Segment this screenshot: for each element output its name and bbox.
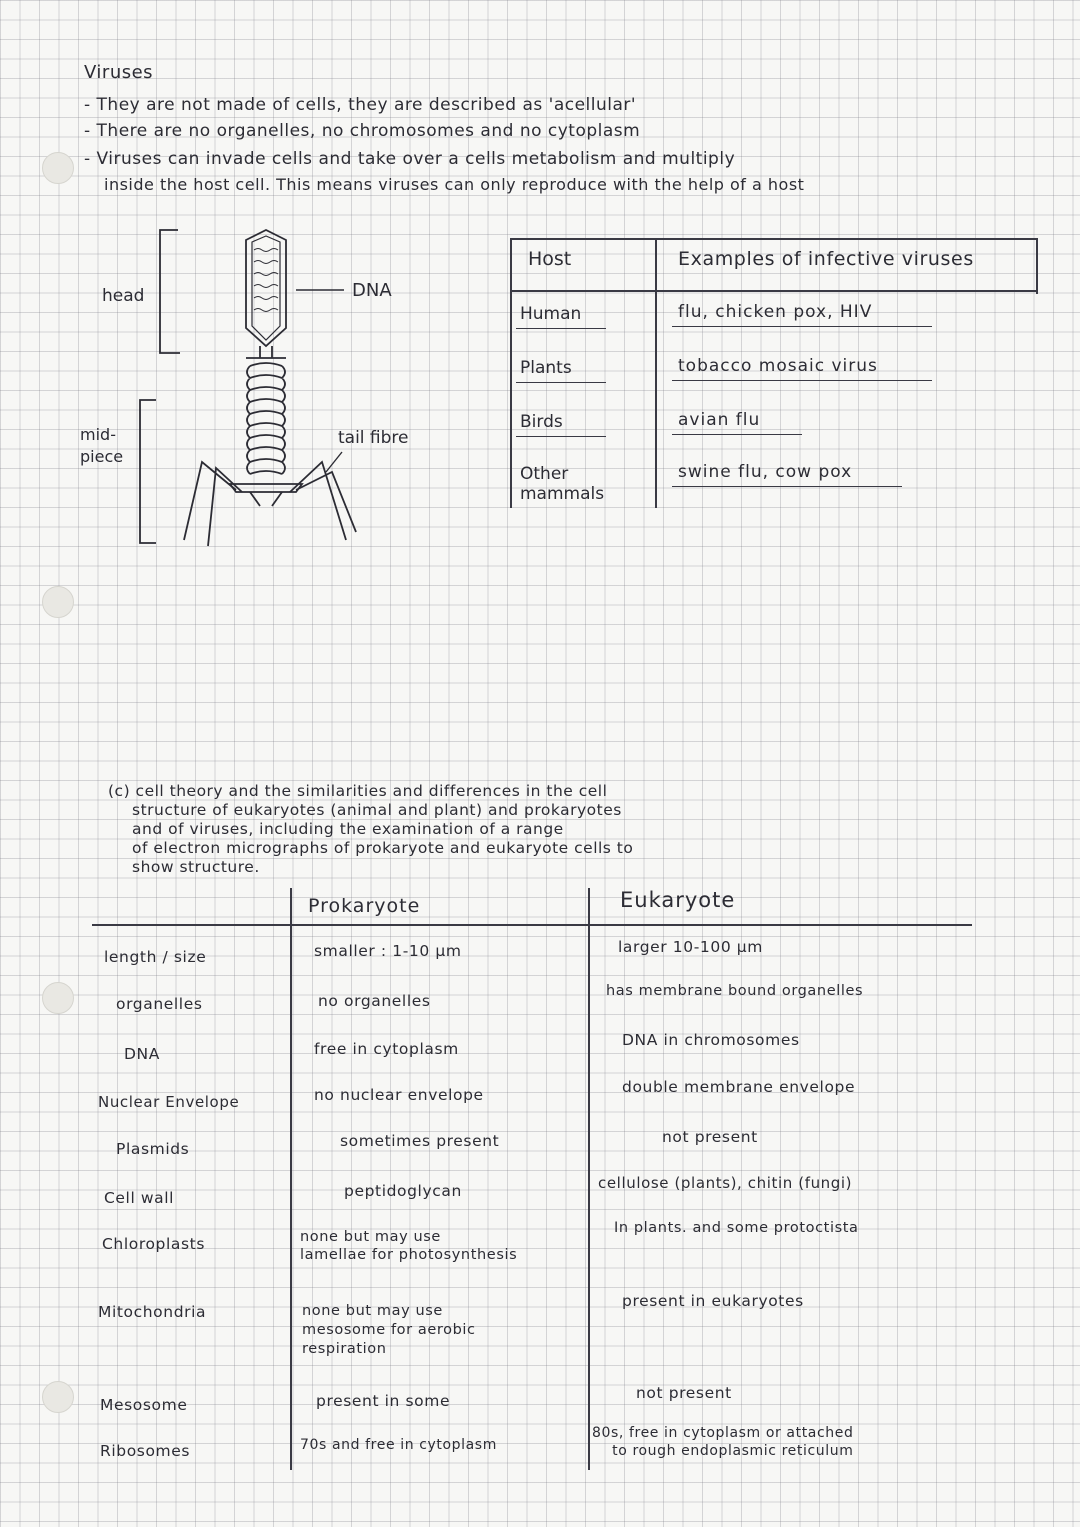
table-border — [655, 238, 657, 508]
prokaryote-header: Prokaryote — [308, 895, 421, 917]
eukaryote-cell: has membrane bound organelles — [606, 983, 864, 999]
row-underline — [516, 328, 606, 329]
eukaryote-cell: present in eukaryotes — [622, 1292, 804, 1310]
prokaryote-cell: peptidoglycan — [344, 1182, 462, 1200]
feature-cell: organelles — [116, 995, 203, 1013]
eukaryote-cell: not present — [636, 1384, 732, 1402]
spec-line: show structure. — [132, 858, 260, 876]
virus-cell: flu, chicken pox, HIV — [678, 302, 873, 322]
row-underline — [516, 436, 606, 437]
table-border — [1036, 238, 1038, 294]
feature-cell: Mesosome — [100, 1396, 188, 1414]
virus-cell: avian flu — [678, 410, 761, 430]
feature-cell: Chloroplasts — [102, 1235, 206, 1253]
prokaryote-cell: none but may use mesosome for aerobic respiration — [302, 1303, 476, 1357]
virus-cell: swine flu, cow pox — [678, 462, 853, 482]
row-underline — [672, 434, 802, 435]
eukaryote-header: Eukaryote — [620, 888, 736, 912]
feature-cell: Plasmids — [116, 1140, 190, 1158]
table-border — [510, 238, 1038, 240]
spec-line: and of viruses, including the examination of a range — [132, 820, 564, 838]
label-dna: DNA — [352, 280, 392, 301]
binder-hole — [42, 1381, 74, 1413]
label-head: head — [102, 286, 145, 306]
spec-line: of electron micrographs of prokaryote and eukaryote cells to — [132, 839, 634, 857]
spec-line: (c) cell theory and the similarities and differences in the cell — [108, 782, 608, 800]
eukaryote-cell: DNA in chromosomes — [622, 1031, 800, 1049]
eukaryote-cell: not present — [662, 1128, 758, 1146]
prokaryote-cell: no nuclear envelope — [314, 1086, 484, 1104]
host-header: Host — [528, 248, 572, 270]
prokaryote-cell: no organelles — [318, 992, 431, 1010]
row-underline — [672, 326, 932, 327]
row-underline — [516, 382, 606, 383]
table-border — [510, 238, 512, 508]
eukaryote-cell: In plants. and some protoctista — [614, 1220, 859, 1236]
eukaryote-cell: larger 10-100 μm — [618, 938, 763, 956]
feature-cell: Cell wall — [104, 1189, 175, 1207]
table-border — [510, 290, 1038, 292]
host-cell: Human — [520, 304, 582, 324]
binder-hole — [42, 586, 74, 618]
eukaryote-cell: double membrane envelope — [622, 1078, 856, 1096]
feature-cell: Ribosomes — [100, 1442, 191, 1460]
row-underline — [672, 486, 902, 487]
notes-line: - They are not made of cells, they are described as 'acellular' — [84, 95, 637, 115]
notes-line: - Viruses can invade cells and take over a cells metabolism and multiply — [84, 149, 736, 169]
label-midpiece: mid- piece — [80, 425, 124, 466]
examples-header: Examples of infective viruses — [678, 248, 974, 270]
eukaryote-cell: 80s, free in cytoplasm or attached to rough endoplasmic reticulum — [592, 1425, 854, 1459]
notes-line: inside the host cell. This means viruses can only reproduce with the help of a host — [104, 175, 805, 194]
spec-line: structure of eukaryotes (animal and plant) and prokaryotes — [132, 801, 622, 819]
host-cell: Other mammals — [520, 464, 605, 504]
prokaryote-cell: sometimes present — [340, 1132, 500, 1150]
prokaryote-cell: none but may use lamellae for photosynthesis — [300, 1229, 518, 1263]
bacteriophage-drawing — [60, 210, 520, 570]
row-underline — [672, 380, 932, 381]
feature-cell: length / size — [104, 948, 207, 966]
prokaryote-cell: 70s and free in cytoplasm — [300, 1437, 497, 1453]
feature-cell: DNA — [124, 1045, 160, 1063]
feature-cell: Nuclear Envelope — [98, 1093, 240, 1111]
table-border — [92, 924, 972, 926]
host-cell: Plants — [520, 358, 572, 378]
prokaryote-cell: free in cytoplasm — [314, 1040, 459, 1058]
feature-cell: Mitochondria — [98, 1303, 207, 1321]
table-border — [588, 888, 590, 1470]
eukaryote-cell: cellulose (plants), chitin (fungi) — [598, 1174, 853, 1192]
notes-line: - There are no organelles, no chromosomes and no cytoplasm — [84, 121, 641, 141]
host-cell: Birds — [520, 412, 563, 432]
binder-hole — [42, 982, 74, 1014]
label-tail-fibre: tail fibre — [338, 428, 409, 448]
table-border — [290, 888, 292, 1470]
notes-title: Viruses — [84, 62, 154, 83]
prokaryote-cell: present in some — [316, 1392, 451, 1410]
binder-hole — [42, 152, 74, 184]
virus-cell: tobacco mosaic virus — [678, 356, 878, 376]
prokaryote-cell: smaller : 1-10 μm — [314, 942, 462, 960]
